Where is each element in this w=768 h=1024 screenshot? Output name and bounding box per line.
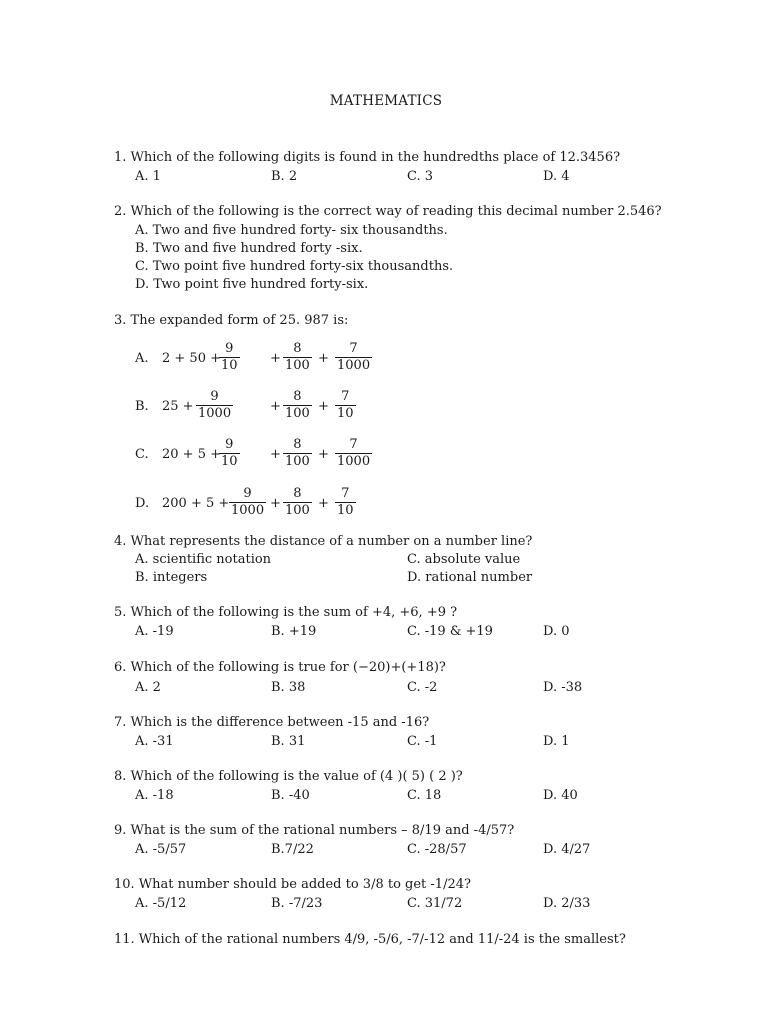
q9-option-a: A. -5/57: [135, 842, 187, 857]
q3d-fraction-1: $\frac{9}{1000}$: [231, 486, 265, 518]
q3b-fraction-1: $\frac{9}{1000}$: [198, 389, 232, 421]
question-6: 6. Which of the following is true for (−20)+(+18)?: [114, 660, 446, 675]
q8-option-a: A. -18: [135, 788, 174, 803]
q4-option-c: C. absolute value: [407, 552, 521, 567]
question-5: 5. Which of the following is the sum of +4, +6, +9 ?: [114, 605, 458, 620]
q3a-plus-2: +: [318, 351, 329, 366]
q3d-plus-2: +: [318, 496, 329, 511]
q3c-fraction-3: $\frac{7}{1000}$: [337, 437, 371, 469]
question-11: 11. Which of the rational numbers 4/9, -5/6, -7/-12 and 11/-24 is the smallest?: [114, 932, 626, 947]
q3a-fraction-3: $\frac{7}{1000}$: [337, 341, 371, 373]
q3b-fraction-3: $\frac{7}{10}$: [337, 389, 354, 421]
q3a-fraction-1: $\frac{9}{10}$: [221, 341, 238, 373]
q4-option-d: D. rational number: [407, 570, 533, 585]
q10-option-a: A. -5/12: [135, 896, 187, 911]
q3d-label: D.: [135, 496, 150, 511]
q4-option-a: A. scientific notation: [135, 552, 272, 567]
q3d-fraction-2: $\frac{8}{100}$: [285, 486, 310, 518]
q3c-fraction-2: $\frac{8}{100}$: [285, 437, 310, 469]
q8-option-b: B. -40: [271, 788, 310, 803]
q6-option-b: B. 38: [271, 680, 306, 695]
q3d-plus-1: +: [270, 496, 281, 511]
q3b-label: B.: [135, 399, 149, 414]
q3a-fraction-2: $\frac{8}{100}$: [285, 341, 310, 373]
q1-option-b: B. 2: [271, 169, 298, 184]
question-1: 1. Which of the following digits is found in the hundredths place of 12.3456?: [114, 150, 621, 165]
question-9: 9. What is the sum of the rational numbers – 8/19 and -4/57?: [114, 823, 515, 838]
q3c-plus-1: +: [270, 447, 281, 462]
question-2: 2. Which of the following is the correct way of reading this decimal number 2.546?: [114, 204, 662, 219]
q1-option-a: A. 1: [135, 169, 161, 184]
q2-option-a: A. Two and five hundred forty- six thousandths.: [135, 223, 448, 238]
q1-option-d: D. 4: [543, 169, 570, 184]
question-4: 4. What represents the distance of a number on a number line?: [114, 534, 533, 549]
q3b-fraction-2: $\frac{8}{100}$: [285, 389, 310, 421]
q5-option-a: A. -19: [135, 624, 174, 639]
q3a-plus-1: +: [270, 351, 281, 366]
q3a-lead: 2 + 50 +: [162, 351, 221, 366]
q7-option-b: B. 31: [271, 734, 306, 749]
q9-option-c: C. -28/57: [407, 842, 467, 857]
question-10: 10. What number should be added to 3/8 to get -1/24?: [114, 877, 471, 892]
q7-option-d: D. 1: [543, 734, 570, 749]
q9-option-b: B.7/22: [271, 842, 314, 857]
q3a-label: A.: [135, 351, 149, 366]
q10-option-b: B. -7/23: [271, 896, 323, 911]
q3c-fraction-1: $\frac{9}{10}$: [221, 437, 238, 469]
question-3: 3. The expanded form of 25. 987 is:: [114, 313, 349, 328]
q7-option-c: C. -1: [407, 734, 438, 749]
q8-option-c: C. 18: [407, 788, 442, 803]
q5-option-b: B. +19: [271, 624, 317, 639]
q5-option-c: C. -19 & +19: [407, 624, 493, 639]
q3c-lead: 20 + 5 +: [162, 447, 221, 462]
q6-option-a: A. 2: [135, 680, 161, 695]
q2-option-b: B. Two and five hundred forty -six.: [135, 241, 363, 256]
q5-option-d: D. 0: [543, 624, 570, 639]
q10-option-c: C. 31/72: [407, 896, 463, 911]
q10-option-d: D. 2/33: [543, 896, 591, 911]
q2-option-c: C. Two point five hundred forty-six thousandths.: [135, 259, 454, 274]
question-7: 7. Which is the difference between -15 and -16?: [114, 715, 430, 730]
q7-option-a: A. -31: [135, 734, 174, 749]
q4-option-b: B. integers: [135, 570, 208, 585]
question-8: 8. Which of the following is the value of (4 )( 5) ( 2 )?: [114, 769, 463, 784]
q3b-plus-1: +: [270, 399, 281, 414]
q3c-plus-2: +: [318, 447, 329, 462]
q3b-lead: 25 +: [162, 399, 194, 414]
q1-option-c: C. 3: [407, 169, 434, 184]
q3b-plus-2: +: [318, 399, 329, 414]
q8-option-d: D. 40: [543, 788, 578, 803]
page-title: MATHEMATICS: [329, 93, 443, 109]
q3d-fraction-3: $\frac{7}{10}$: [337, 486, 354, 518]
q9-option-d: D. 4/27: [543, 842, 591, 857]
q6-option-c: C. -2: [407, 680, 438, 695]
q2-option-d: D. Two point five hundred forty-six.: [135, 277, 369, 292]
q3d-lead: 200 + 5 +: [162, 496, 230, 511]
q3c-label: C.: [135, 447, 149, 462]
q6-option-d: D. -38: [543, 680, 583, 695]
